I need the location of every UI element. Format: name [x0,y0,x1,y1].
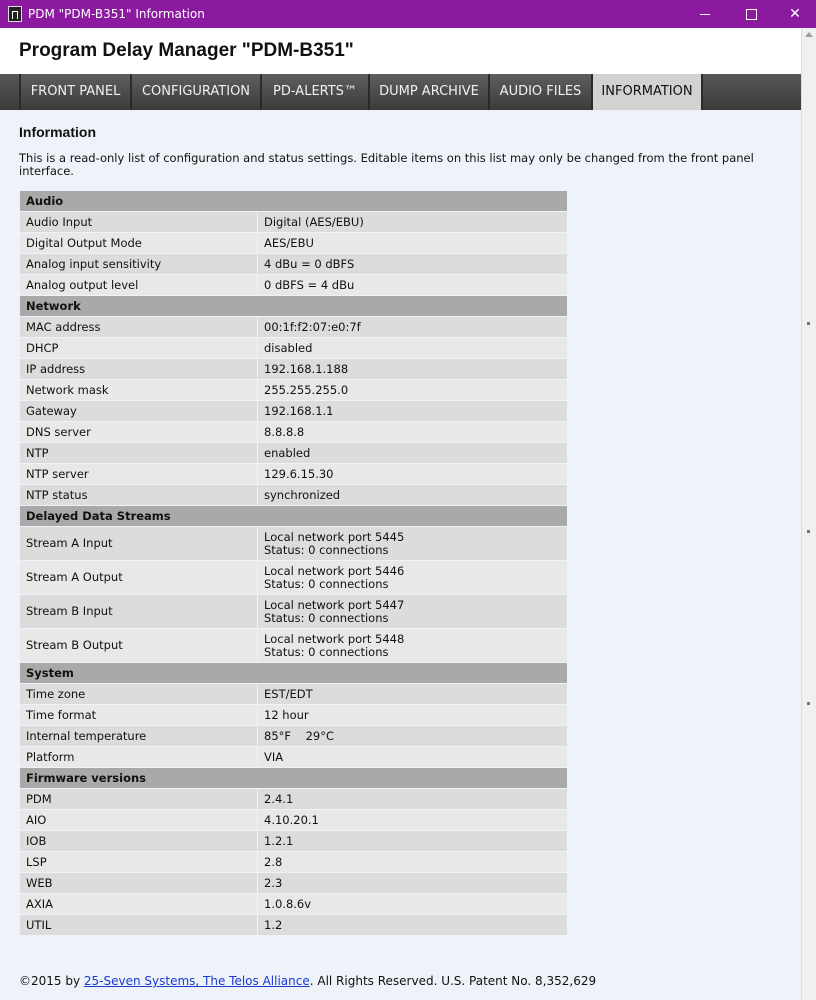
table-row [20,485,568,506]
setting-name: Stream A Input [20,527,258,561]
setting-name: MAC address [20,317,258,338]
setting-value-line: Status: 0 connections [264,610,389,625]
page-content [0,28,801,1000]
setting-value-line: AES/EBU [264,235,314,250]
window-titlebar [0,0,816,28]
page-header [0,28,801,74]
setting-name: AXIA [20,894,258,915]
setting-value-line: synchronized [264,487,341,502]
section-header-row [20,506,568,527]
setting-name: Analog output level [20,275,258,296]
setting-value-line: 12 hour [264,707,309,722]
table-row [20,422,568,443]
table-row [20,894,568,915]
table-row [20,212,568,233]
setting-value [258,726,568,747]
footer-suffix: . All Rights Reserved. U.S. Patent No. 8,352,629 [309,974,597,988]
section-header-row [20,191,568,212]
setting-name: WEB [20,873,258,894]
tab-pd-alerts[interactable]: PD-ALERTS™ [260,74,368,110]
table-row [20,233,568,254]
setting-name: Network mask [20,380,258,401]
setting-value-line: 2.8 [264,854,283,869]
table-row [20,629,568,663]
setting-value-line: 8.8.8.8 [264,424,305,439]
table-row [20,359,568,380]
setting-value [258,561,568,595]
setting-value-line: Local network port 5446 [264,563,405,578]
vertical-scrollbar[interactable] [801,28,816,1000]
setting-value-line: 129.6.15.30 [264,466,334,481]
setting-name: DNS server [20,422,258,443]
setting-value [258,595,568,629]
setting-name: DHCP [20,338,258,359]
setting-value [258,401,568,422]
close-button[interactable]: ✕ [789,6,801,22]
section-header-row [20,663,568,684]
setting-value-line: Status: 0 connections [264,576,389,591]
setting-name: Stream B Input [20,595,258,629]
company-link[interactable]: 25-Seven Systems, The Telos Alliance [83,974,310,988]
table-row [20,852,568,873]
setting-value-line: 2.3 [264,875,283,890]
tab-configuration[interactable]: CONFIGURATION [130,74,260,110]
setting-name: NTP status [20,485,258,506]
setting-value [258,810,568,831]
setting-value-line: 192.168.1.188 [264,361,349,376]
table-row [20,810,568,831]
setting-value [258,629,568,663]
scroll-up-icon[interactable] [805,32,813,37]
table-row [20,726,568,747]
table-row [20,747,568,768]
setting-value-line: EST/EDT [264,686,313,701]
setting-value-line: Digital (AES/EBU) [264,214,364,229]
setting-value-line: enabled [264,445,311,460]
tab-front-panel[interactable]: FRONT PANEL [19,74,130,110]
setting-name: Digital Output Mode [20,233,258,254]
setting-value [258,684,568,705]
tab-dump-archive[interactable]: DUMP ARCHIVE [368,74,488,110]
table-row [20,684,568,705]
setting-name: IP address [20,359,258,380]
setting-name: NTP server [20,464,258,485]
table-row [20,915,568,936]
section-header: Network [20,296,568,317]
setting-name: UTIL [20,915,258,936]
setting-value [258,275,568,296]
intro-text: This is a read-only list of configuration and status settings. Editable items on this list may only be changed from the front panel interface. [19,151,754,178]
setting-value-line: 00:1f:f2:07:e0:7f [264,319,361,334]
setting-value-line: 255.255.255.0 [264,382,349,397]
section-header: Firmware versions [20,768,568,789]
setting-value [258,254,568,275]
setting-value-line: 192.168.1.1 [264,403,334,418]
setting-value-line: 1.2.1 [264,833,294,848]
setting-value-line: 1.0.8.6v [264,896,312,911]
setting-value-line: 1.2 [264,917,283,932]
scroll-marker [807,702,810,705]
setting-value [258,831,568,852]
setting-name: Analog input sensitivity [20,254,258,275]
setting-value [258,338,568,359]
setting-name: Stream A Output [20,561,258,595]
setting-value [258,464,568,485]
setting-value-line: Local network port 5447 [264,597,405,612]
scroll-marker [807,322,810,325]
section-header: System [20,663,568,684]
table-row [20,705,568,726]
setting-value [258,852,568,873]
setting-value [258,422,568,443]
setting-value [258,705,568,726]
setting-name: IOB [20,831,258,852]
setting-name: Audio Input [20,212,258,233]
tab-information[interactable]: INFORMATION [591,74,703,110]
setting-name: PDM [20,789,258,810]
window-title: PDM "PDM-B351" Information [28,7,205,21]
setting-value [258,894,568,915]
setting-value [258,443,568,464]
setting-name: Time format [20,705,258,726]
minimize-button[interactable] [682,0,728,28]
setting-value [258,789,568,810]
setting-value [258,485,568,506]
table-row [20,317,568,338]
setting-name: LSP [20,852,258,873]
table-row [20,380,568,401]
maximize-icon [746,9,757,20]
maximize-button[interactable] [728,0,774,28]
setting-name: Stream B Output [20,629,258,663]
setting-name: Platform [20,747,258,768]
setting-value [258,212,568,233]
setting-value [258,747,568,768]
table-row [20,464,568,485]
section-title: Information [19,124,96,140]
setting-value-line: 0 dBFS = 4 dBu [264,277,355,292]
setting-name: Gateway [20,401,258,422]
app-icon [8,6,22,22]
setting-value [258,233,568,254]
setting-value-line: Status: 0 connections [264,644,389,659]
setting-value [258,380,568,401]
setting-value [258,317,568,338]
setting-name: AIO [20,810,258,831]
setting-value [258,915,568,936]
setting-value-line: 2.4.1 [264,791,294,806]
minimize-icon [700,14,710,15]
setting-value-line: Status: 0 connections [264,542,389,557]
section-header: Delayed Data Streams [20,506,568,527]
setting-value-line: Local network port 5445 [264,529,405,544]
table-row [20,401,568,422]
table-row [20,254,568,275]
table-row [20,338,568,359]
setting-value-line: Local network port 5448 [264,631,405,646]
footer [19,974,596,988]
section-header: Audio [20,191,568,212]
setting-name: Internal temperature [20,726,258,747]
setting-value-line: VIA [264,749,284,764]
scroll-marker [807,530,810,533]
setting-name: NTP [20,443,258,464]
table-row [20,443,568,464]
setting-value-line: 4 dBu = 0 dBFS [264,256,355,271]
table-row [20,873,568,894]
setting-value [258,873,568,894]
table-row [20,527,568,561]
setting-name: Time zone [20,684,258,705]
section-header-row [20,768,568,789]
table-row [20,275,568,296]
tab-audio-files[interactable]: AUDIO FILES [488,74,591,110]
setting-value [258,527,568,561]
page-title: Program Delay Manager "PDM-B351" [19,40,354,61]
table-row [20,789,568,810]
info-table [19,190,568,936]
table-row [20,595,568,629]
table-row [20,831,568,852]
setting-value-line: 85°F 29°C [264,728,335,743]
setting-value [258,359,568,380]
setting-value-line: disabled [264,340,313,355]
setting-value-line: 4.10.20.1 [264,812,319,827]
footer-prefix: ©2015 by [19,974,84,988]
tab-bar [0,74,801,110]
section-header-row [20,296,568,317]
table-row [20,561,568,595]
